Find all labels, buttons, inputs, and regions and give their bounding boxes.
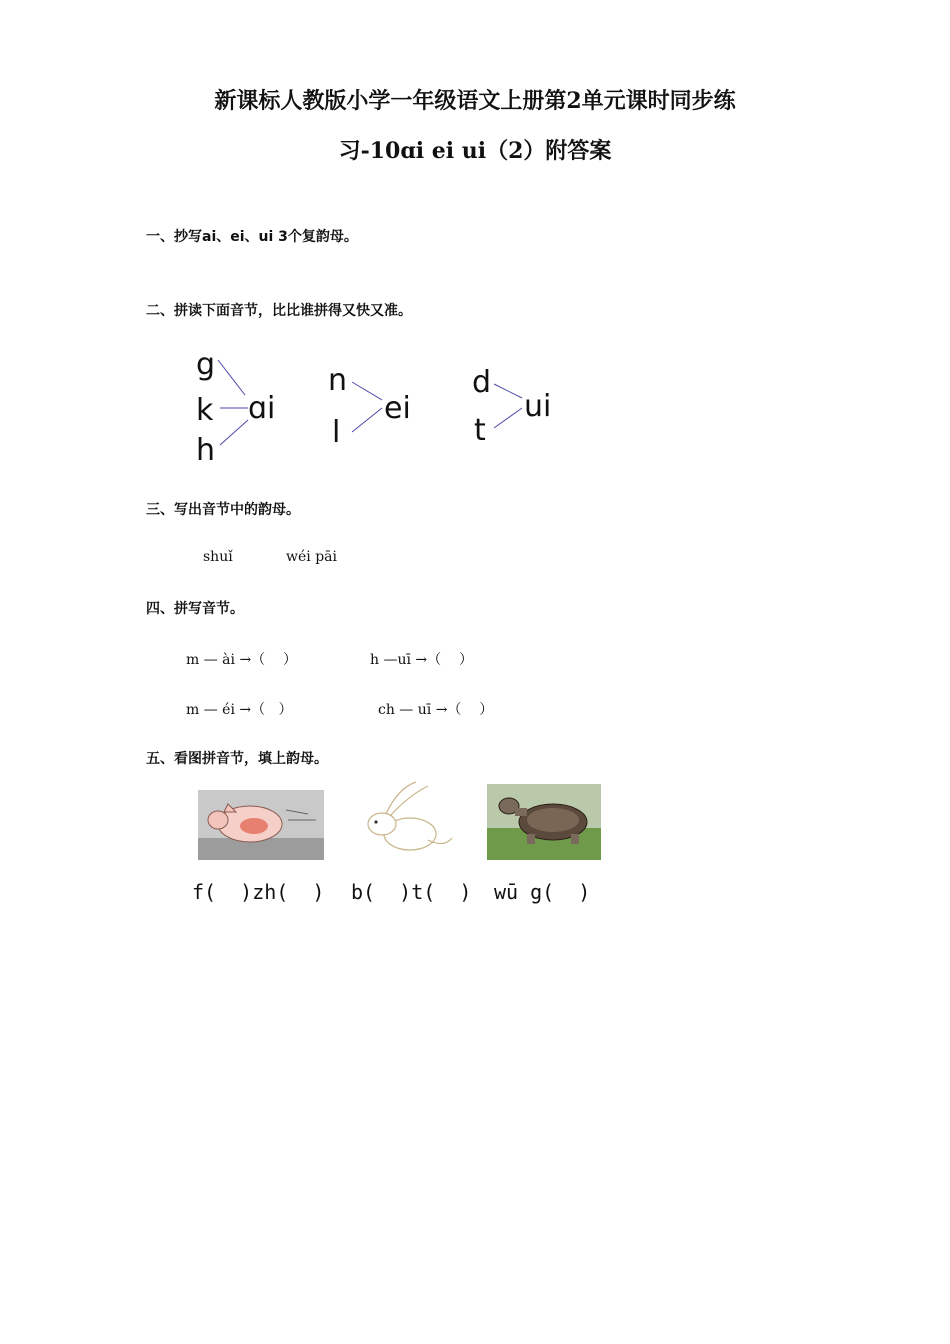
fill-pig-answer: f( )zh( )	[192, 880, 325, 904]
question-1: 一、抄写ai、ei、ui 3个复韵母。	[146, 229, 358, 245]
fill-rabbit-answer: b( )t( )	[351, 880, 472, 904]
initial-n: n	[328, 363, 348, 398]
final-ai: ɑi	[248, 391, 276, 426]
turtle-picture	[487, 784, 601, 860]
connector-line	[494, 384, 522, 398]
question-5: 五、看图拼音节，填上韵母。	[146, 751, 328, 767]
question-2: 二、拼读下面音节，比比谁拼得又快又准。	[146, 303, 412, 319]
rabbit-picture	[358, 778, 456, 860]
initial-k: k	[196, 393, 214, 428]
connector-line	[352, 382, 382, 400]
title-line-1: 新课标人教版小学一年级语文上册第2单元课时同步练	[214, 88, 736, 114]
syllable-wei-pai: wéi pāi	[286, 549, 337, 565]
fill-turtle-answer: wū g( )	[494, 880, 591, 904]
connector-line	[494, 408, 522, 428]
syllable-shui: shuǐ	[203, 549, 233, 565]
initial-t: t	[474, 413, 486, 448]
spell-item-3: m — éi →（ ）	[186, 702, 293, 718]
final-ui: ui	[524, 389, 552, 424]
pinyin-diagram	[190, 340, 570, 470]
spell-item-4: ch — uī →（ ）	[378, 702, 494, 718]
spell-item-1: m — ài →（ ）	[186, 652, 297, 668]
connector-line	[218, 360, 245, 395]
connector-line	[352, 408, 382, 432]
question-4: 四、拼写音节。	[146, 601, 244, 617]
pig-picture	[198, 790, 324, 860]
question-3: 三、写出音节中的韵母。	[146, 502, 300, 518]
spell-item-2: h —uī →（ ）	[370, 652, 473, 668]
initial-d: d	[472, 365, 492, 400]
initial-g: g	[196, 347, 216, 382]
final-ei: ei	[384, 391, 411, 426]
title-line-2: 习-10ɑi ei ui（2）附答案	[338, 138, 612, 164]
initial-l: l	[332, 415, 341, 450]
connector-line	[220, 420, 248, 445]
initial-h: h	[196, 433, 216, 468]
